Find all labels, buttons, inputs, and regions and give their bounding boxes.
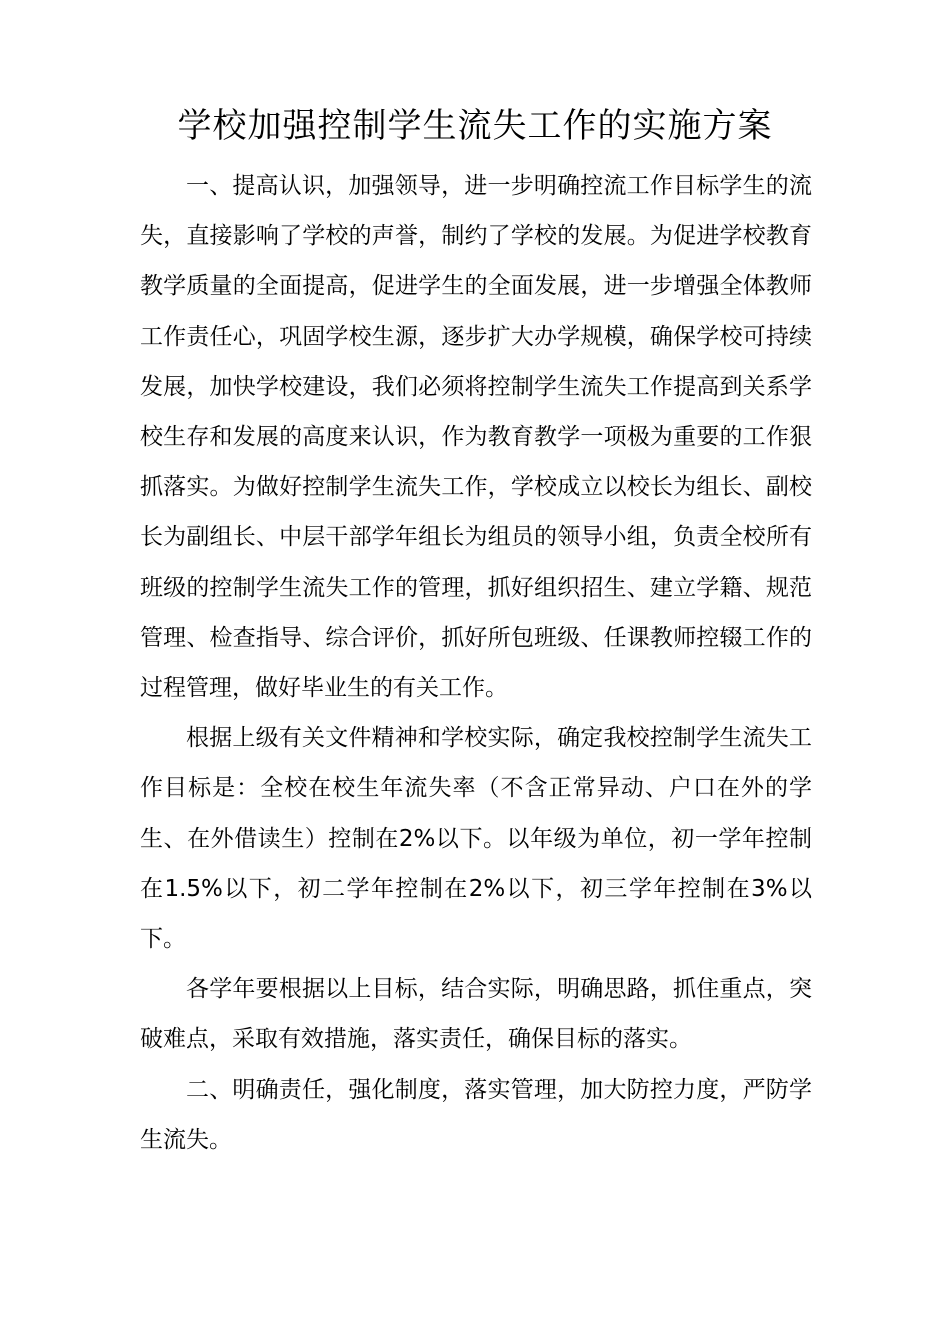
document-body bbox=[140, 161, 812, 1165]
paragraph-1: 一、提高认识，加强领导，进一步明确控流工作目标学生的流失，直接影响了学校的声誉，制约了学校的发展。为促进学校教育教学质量的全面提高，促进学生的全面发展，进一步增强全体教师工作责任心，巩固学校生源，逐步扩大办学规模，确保学校可持续发展，加快学校建设，我们必须将控制学生流失工作提高到关系学校生存和发展的高度来认识，作为教育教学一项极为重要的工作狠抓落实。为做好控制学生流失工作，学校成立以校长为组长、副校长为副组长、中层干部学年组长为组员的领导小组，负责全校所有班级的控制学生流失工作的管理，抓好组织招生、建立学籍、规范管理、检查指导、综合评价，抓好所包班级、任课教师控辍工作的过程管理，做好毕业生的有关工作。 bbox=[140, 173, 812, 702]
paragraph-2: 根据上级有关文件精神和学校实际，确定我校控制学生流失工作目标是：全校在校生年流失率（不含正常异动、户口在外的学生、在外借读生）控制在2%以下。以年级为单位，初一学年控制在1.5%以下，初二学年控制在2%以下，初三学年控制在3%以下。 bbox=[140, 725, 812, 953]
paragraph-3: 各学年要根据以上目标，结合实际，明确思路，抓住重点，突破难点，采取有效措施，落实责任，确保目标的落实。 bbox=[140, 976, 812, 1053]
document-title: 学校加强控制学生流失工作的实施方案 bbox=[177, 106, 773, 146]
paragraph-4: 二、明确责任，强化制度，落实管理，加大防控力度，严防学生流失。 bbox=[140, 1076, 812, 1153]
